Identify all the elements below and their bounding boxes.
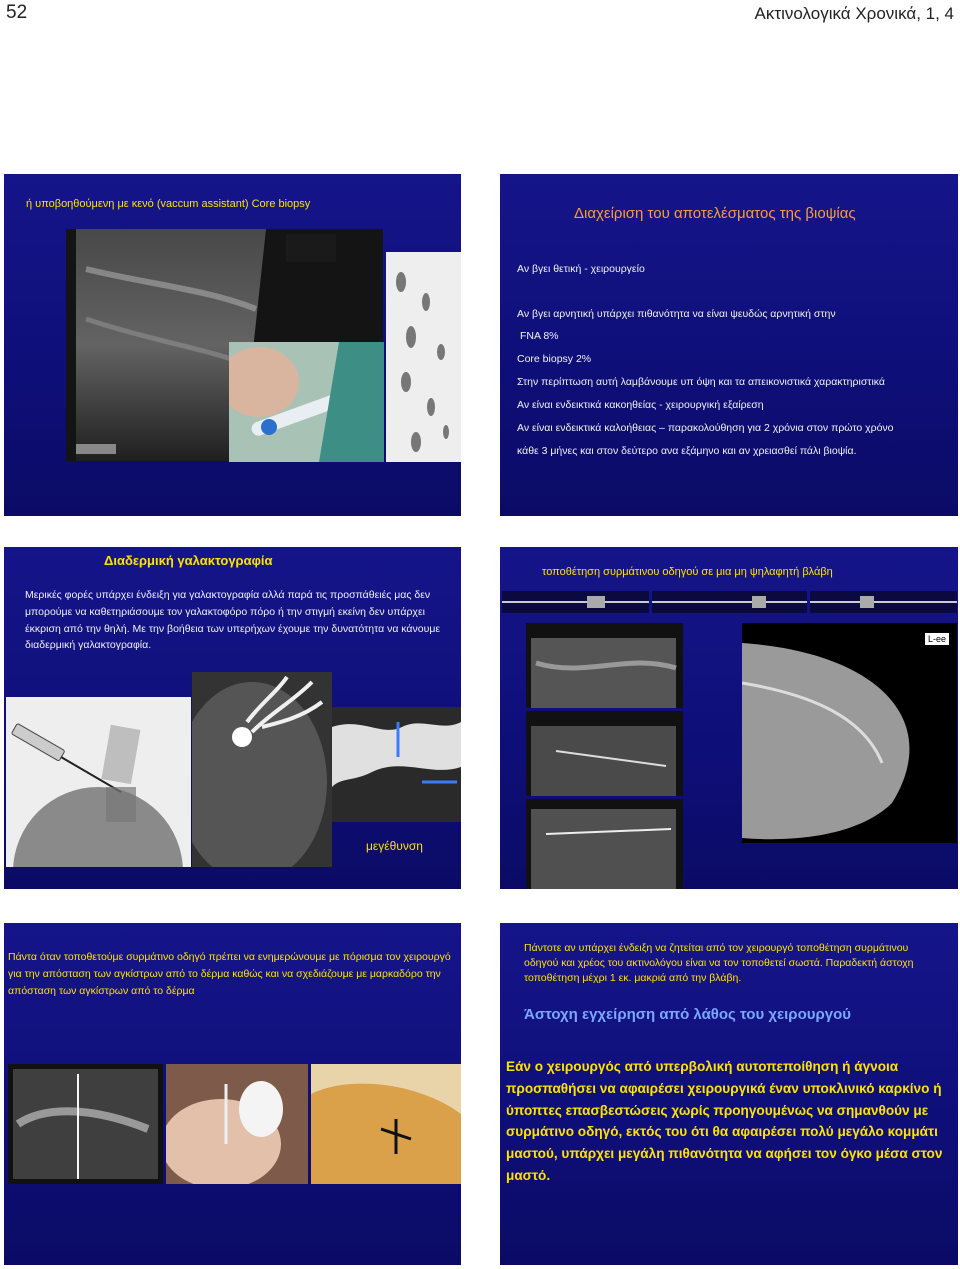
slide-title: Άστοχη εγχείρηση από λάθος του χειρουργού: [524, 1006, 851, 1023]
ultrasound-panel-2: [526, 711, 683, 796]
slide-failed-surgery: [500, 923, 958, 1265]
wire-guide-image-2: [652, 591, 807, 613]
slide-title: ή υποβοηθούμενη με κενό (vaccum assistant) Core biopsy: [26, 198, 311, 210]
slide-line-4: Core biopsy 2%: [517, 353, 592, 365]
galactography-diagram: [6, 697, 191, 867]
magnification-caption: μεγέθυνση: [366, 839, 423, 853]
galactogram-xray: [192, 672, 332, 867]
galactogram-magnified: [332, 707, 461, 822]
slide-body: Εάν ο χειρουργός από υπερβολική αυτοπεποίθηση ή άγνοια προσπαθήσει να αφαιρέσει χειρουργικά έναν υποκλινικό καρκίνο ή ύποπτες επασβεστώσεις χωρίς προηγουμένως να σημανθούν με συρμάτινο οδηγό, εκτός του ότι θα αφαιρέσει πολύ μεγάλο κομμάτι μαστού, υπάρχει μεγάλη πιθανότητα να αφήσει τον όγκο μέσα στον μαστό.: [506, 1059, 943, 1183]
journal-title: Ακτινολογικά Χρονικά, 1, 4: [754, 4, 954, 23]
ultrasound-panel-3: [526, 799, 683, 889]
slide-wire-guide-placement: [500, 547, 958, 889]
slide-title: Διαχείριση του αποτελέσματος της βιοψίας: [574, 205, 856, 222]
ultrasound-wire-image: [8, 1064, 163, 1184]
slide-line-1: Αν βγει θετική - χειρουργείο: [517, 263, 645, 275]
slide-line-7: Αν είναι ενδεικτικά καλοήθειας – παρακολούθηση για 2 χρόνια στον πρώτο χρόνο: [517, 422, 894, 434]
slide-line-6: Αν είναι ενδεικτικά κακοηθείας - χειρουργική εξαίρεση: [517, 399, 764, 411]
slide-intro: Πάντοτε αν υπάρχει ένδειξη να ζητείται από τον χειρουργό τοποθέτηση συρμάτινου οδηγού και χρέος του ακτινολόγου είναι να τον τοποθετεί σωστά. Παραδεκτή άστοχη τοποθέτηση μέχρι 1 εκ. μακριά από την βλάβη.: [524, 942, 914, 985]
slide-line-2: Αν βγει αρνητική υπάρχει πιθανότητα να είναι ψευδώς αρνητική στην: [517, 308, 836, 320]
slide-surgeon-notification: [4, 923, 461, 1265]
slide-body: Πάντα όταν τοποθετούμε συρμάτινο οδηγό πρέπει να ενημερώνουμε με πόρισμα τον χειρουργό για την απόσταση των αγκίστρων από το δέρμα καθώς και να σχεδιάζουμε με μαρκαδόρο την απόσταση των αγκίστρων από το δέρμα: [8, 951, 451, 997]
slide-title: τοποθέτηση συρμάτινου οδηγού σε μια μη ψηλαφητή βλάβη: [542, 566, 833, 578]
slide-vacuum-biopsy: [4, 174, 461, 516]
marking-photo-1: [166, 1064, 308, 1184]
marking-photo-2: [311, 1064, 461, 1184]
slide-line-8: κάθε 3 μήνες και στον δεύτερο ανα εξάμηνο και αν χρειασθεί πάλι βιοψία.: [517, 445, 857, 457]
slide-body: Μερικές φορές υπάρχει ένδειξη για γαλακτογραφία αλλά παρά τις προσπάθειές μας δεν μπορούμε να καθετηριάσουμε τον γαλακτοφόρο πόρο ή την στιγμή εκείνη δεν υπάρχει έκκριση από την θηλή. Με την βοήθεια των υπερήχων έχουμε την δυνατότητα να κάνουμε διαδερμική γαλακτογραφία.: [25, 589, 441, 652]
slide-title: Διαδερμική γαλακτογραφία: [104, 553, 273, 568]
slide-biopsy-management: [500, 174, 958, 516]
xray-specimen-image: [386, 252, 461, 462]
wire-guide-image-3: [810, 591, 957, 613]
slide-line-3: FNA 8%: [520, 330, 559, 342]
mammogram-label: L-ee: [925, 633, 949, 645]
wire-guide-image-1: [502, 591, 649, 613]
procedure-photo: [229, 342, 384, 462]
ultrasound-panel-1: [526, 623, 683, 708]
slide-percutaneous-galactography: [4, 547, 461, 889]
slide-line-5: Στην περίπτωση αυτή λαμβάνουμε υπ όψη και τα απεικονιστικά χαρακτηριστικά: [517, 376, 885, 388]
page-number: 52: [6, 2, 28, 23]
mammogram-image: [742, 623, 957, 843]
